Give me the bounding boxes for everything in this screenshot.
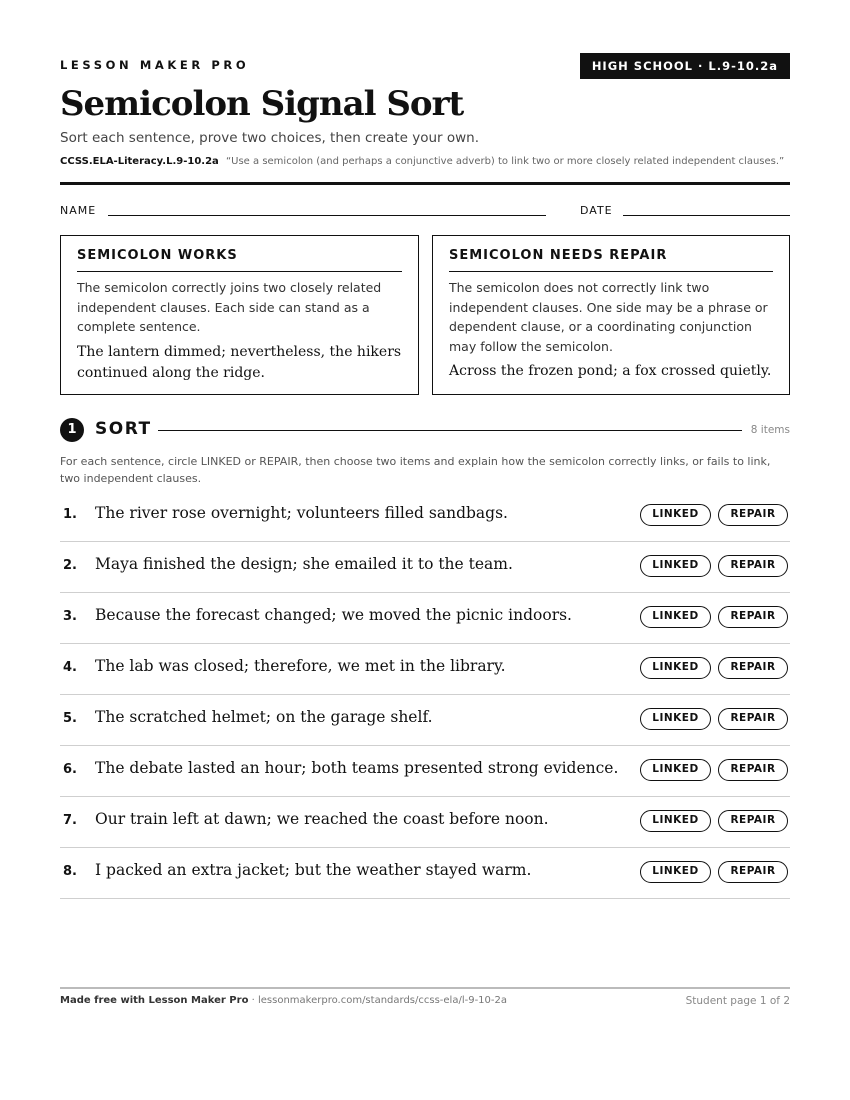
standard-line [60, 156, 784, 167]
item-number: 7. [63, 813, 77, 828]
repair-button[interactable]: REPAIR [718, 861, 788, 883]
linked-button[interactable]: LINKED [640, 810, 711, 832]
item-sentence: I packed an extra jacket; but the weather stayed warm. [95, 861, 532, 879]
item-sentence: The debate lasted an hour; both teams presented strong evidence. [95, 759, 619, 777]
worksheet-page [60, 0, 790, 1100]
item-number: 1. [63, 507, 77, 522]
item-sentence: Our train left at dawn; we reached the coast before noon. [95, 810, 549, 828]
card-example: Across the frozen pond; a fox crossed quietly. [449, 363, 772, 379]
grade-badge: HIGH SCHOOL · L.9-10.2a [580, 53, 790, 79]
linked-button[interactable]: LINKED [640, 759, 711, 781]
repair-button[interactable]: REPAIR [718, 504, 788, 526]
repair-button[interactable]: REPAIR [718, 657, 788, 679]
item-sentence: Maya finished the design; she emailed it to the team. [95, 555, 513, 573]
repair-button[interactable]: REPAIR [718, 708, 788, 730]
card-semicolon-works [60, 235, 419, 395]
section-instructions: For each sentence, circle LINKED or REPAIR, then choose two items and explain how the semicolon correctly links, or fails to link, two independent clauses. [60, 455, 771, 485]
brand-name: LESSON MAKER PRO [60, 58, 250, 72]
card-description: The semicolon correctly joins two closely related independent clauses. Each side can stand as a complete sentence. [77, 280, 382, 334]
card-semicolon-needs-repair [432, 235, 790, 395]
header-divider [60, 182, 790, 185]
repair-button[interactable]: REPAIR [718, 810, 788, 832]
section-number-badge: 1 [60, 418, 84, 442]
footer-made-with: Made free with Lesson Maker Pro [60, 995, 249, 1006]
linked-button[interactable]: LINKED [640, 861, 711, 883]
linked-button[interactable]: LINKED [640, 504, 711, 526]
section-divider [158, 430, 742, 431]
list-item [60, 797, 790, 848]
date-label: DATE [580, 204, 613, 217]
item-sentence: The lab was closed; therefore, we met in the library. [95, 657, 506, 675]
page-title: Semicolon Signal Sort [60, 84, 464, 124]
footer-url[interactable]: · lessonmakerpro.com/standards/ccss-ela/l-9-10-2a [248, 995, 508, 1006]
list-item [60, 746, 790, 797]
item-number: 3. [63, 609, 77, 624]
card-description: The semicolon does not correctly link two independent clauses. One side may be a phrase or dependent clause, or a coordinating conjunction may follow the semicolon. [449, 280, 768, 354]
linked-button[interactable]: LINKED [640, 657, 711, 679]
repair-button[interactable]: REPAIR [718, 555, 788, 577]
repair-button[interactable]: REPAIR [718, 606, 788, 628]
item-number: 2. [63, 558, 77, 573]
section-title: SORT [95, 419, 152, 439]
standard-code: CCSS.ELA-Literacy.L.9-10.2a [60, 156, 219, 167]
sentence-list [60, 491, 790, 899]
item-count: 8 items [750, 424, 790, 436]
repair-button[interactable]: REPAIR [718, 759, 788, 781]
list-item [60, 695, 790, 746]
linked-button[interactable]: LINKED [640, 555, 711, 577]
list-item [60, 542, 790, 593]
list-item [60, 644, 790, 695]
card-title: SEMICOLON NEEDS REPAIR [449, 248, 773, 272]
standard-quote: “Use a semicolon (and perhaps a conjunctive adverb) to link two or more closely related independent clauses.” [225, 156, 785, 167]
list-item [60, 593, 790, 644]
item-number: 8. [63, 864, 77, 879]
date-field[interactable] [623, 215, 790, 216]
item-number: 4. [63, 660, 77, 675]
footer-divider [60, 987, 790, 989]
item-sentence: The scratched helmet; on the garage shelf. [95, 708, 433, 726]
card-title: SEMICOLON WORKS [77, 248, 402, 272]
list-item [60, 491, 790, 542]
item-number: 5. [63, 711, 77, 726]
linked-button[interactable]: LINKED [640, 606, 711, 628]
page-subtitle: Sort each sentence, prove two choices, then create your own. [60, 130, 480, 146]
list-item [60, 848, 790, 899]
item-sentence: The river rose overnight; volunteers filled sandbags. [95, 504, 508, 522]
card-example: The lantern dimmed; nevertheless, the hikers continued along the ridge. [77, 343, 402, 381]
item-number: 6. [63, 762, 77, 777]
linked-button[interactable]: LINKED [640, 708, 711, 730]
item-sentence: Because the forecast changed; we moved the picnic indoors. [95, 606, 572, 624]
name-label: NAME [60, 204, 97, 217]
page-number: Student page 1 of 2 [685, 995, 790, 1007]
name-field[interactable] [108, 215, 546, 216]
footer-credit [60, 995, 507, 1006]
